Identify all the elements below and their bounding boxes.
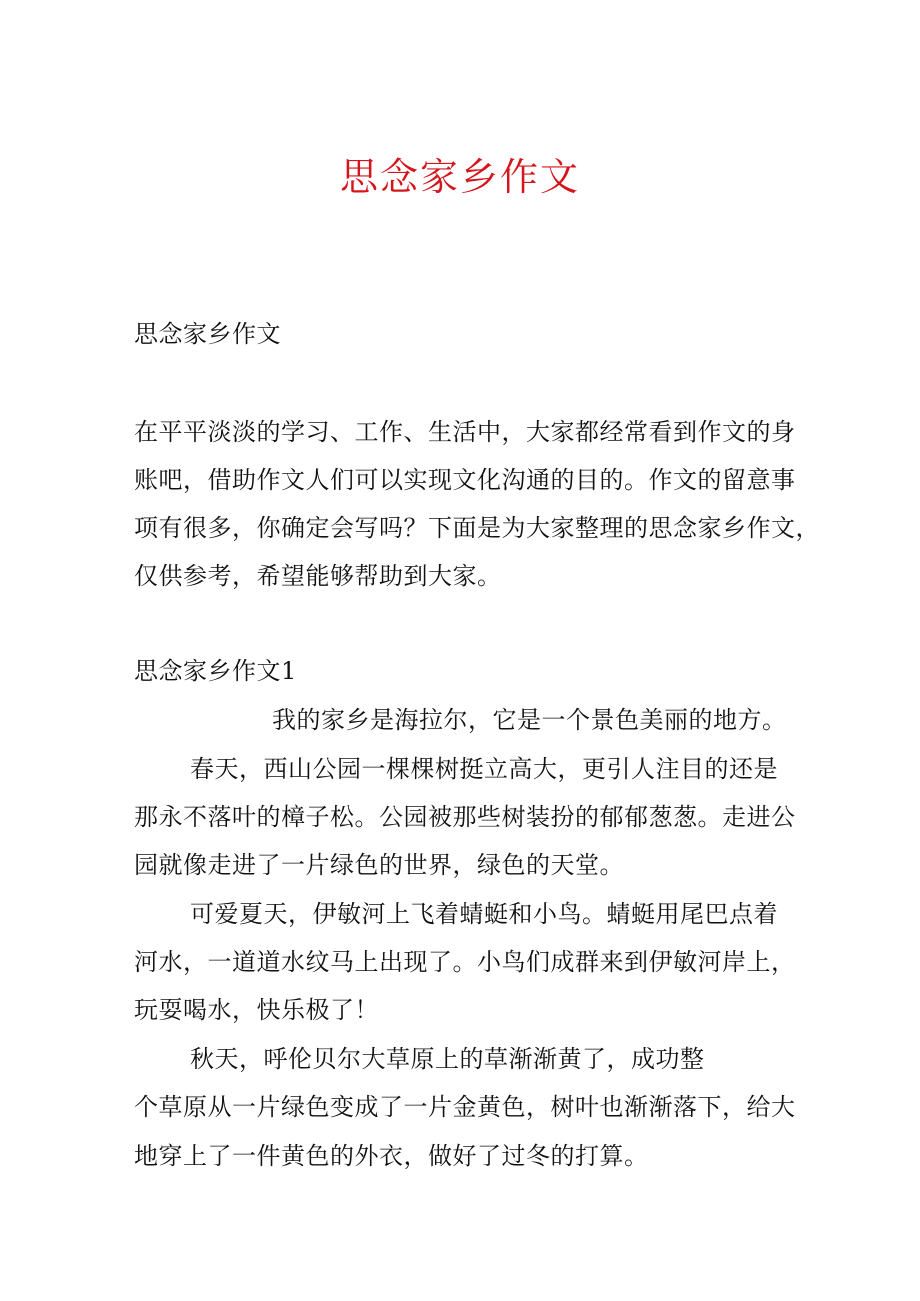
body-line: 个草原从一片绿色变成了一片金黄色，树叶也渐渐落下，给大: [134, 1093, 796, 1121]
body-line: 地穿上了一件黄色的外衣，做好了过冬的打算。: [134, 1142, 649, 1170]
body-line: 玩耍喝水，快乐极了！: [134, 996, 379, 1024]
intro-line: 在平平淡淡的学习、工作、生活中，大家都经常看到作文的身: [134, 418, 796, 446]
intro-line: 账吧，借助作文人们可以实现文化沟通的目的。作文的留意事: [134, 466, 796, 494]
document-subtitle: 思念家乡作文: [134, 320, 281, 348]
body-line: 园就像走进了一片绿色的世界，绿色的天堂。: [134, 851, 624, 879]
body-line: 春天，西山公园一棵棵树挺立高大，更引人注目的还是: [190, 755, 778, 783]
section-heading: 思念家乡作文1: [134, 657, 297, 685]
body-line: 秋天，呼伦贝尔大草原上的草渐渐黄了，成功整: [190, 1045, 705, 1073]
body-line: 河水，一道道水纹马上出现了。小鸟们成群来到伊敏河岸上，: [134, 948, 796, 976]
body-line: 那永不落叶的樟子松。公园被那些树装扮的郁郁葱葱。走进公: [134, 803, 796, 831]
intro-line: 仅供参考，希望能够帮助到大家。: [134, 562, 502, 590]
body-line: 可爱夏天，伊敏河上飞着蜻蜓和小鸟。蜻蜓用尾巴点着: [190, 900, 778, 928]
intro-line: 项有很多，你确定会写吗？下面是为大家整理的思念家乡作文，: [134, 514, 820, 542]
document-title: 思念家乡作文: [339, 155, 580, 199]
body-line: 我的家乡是海拉尔，它是一个景色美丽的地方。: [272, 706, 787, 734]
